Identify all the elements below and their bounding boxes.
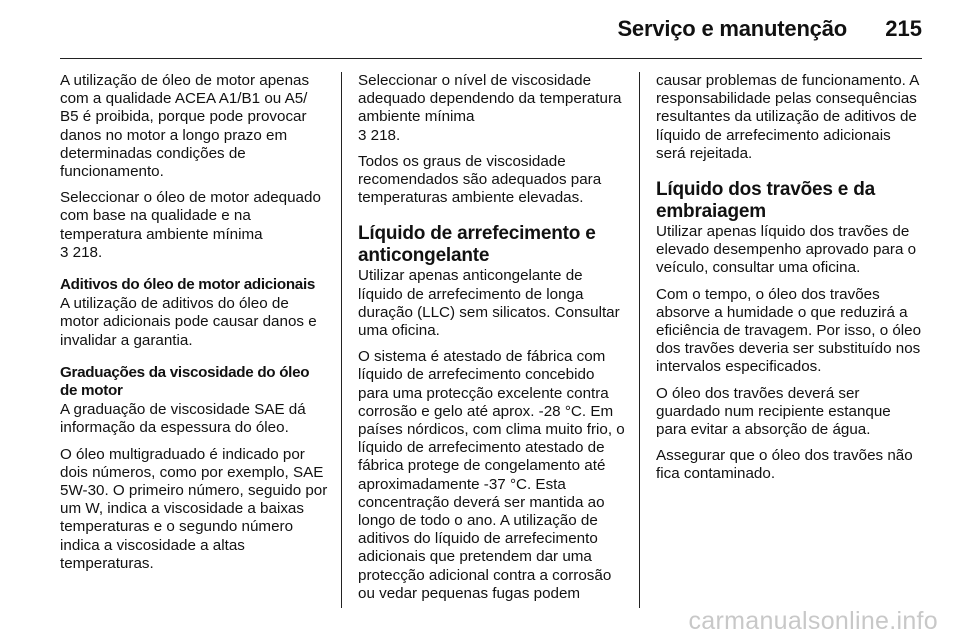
subheading-viscosity: Graduações da viscosidade do óleo de motor bbox=[60, 363, 310, 400]
paragraph: Utilizar apenas anticongelante de líquido de arrefecimento de longa duração (LLC) sem silicatos. Consultar uma oficina. bbox=[358, 267, 620, 340]
paragraph: O óleo multigraduado é indicado por dois números, como por exemplo, SAE 5W-30. O primeiro número, seguido por um W, indica a viscosidade a baixas temperaturas e o segundo número indica a viscosidade a altas temperaturas. bbox=[60, 445, 328, 572]
section-title: Serviço e manutenção bbox=[617, 16, 847, 41]
paragraph: A graduação de viscosidade SAE dá informação da espessura do óleo. bbox=[60, 401, 306, 437]
column-divider bbox=[341, 72, 342, 608]
paragraph: causar problemas de funcionamento. A responsabilidade pelas consequências resultantes da utilização de aditivos de líquido de arrefecimento adicionais será rejeitada. bbox=[656, 72, 919, 162]
heading-brake-fluid: Líquido dos travões e da embraiagem bbox=[656, 179, 876, 223]
column-2 bbox=[358, 72, 628, 611]
page-reference-link[interactable]: 3 218. bbox=[358, 126, 401, 144]
column-divider bbox=[639, 72, 640, 608]
paragraph bbox=[358, 72, 628, 145]
paragraph: A utilização de óleo de motor apenas com a qualidade ACEA A1/B1 ou A5/ B5 é proibida, porque pode provocar danos no motor a longo prazo em determinadas condições de funcionamento. bbox=[60, 72, 310, 181]
column-1 bbox=[60, 72, 330, 581]
paragraph: A utilização de aditivos do óleo de motor adicionais pode causar danos e invalidar a garantia. bbox=[60, 295, 317, 349]
header-rule bbox=[60, 58, 922, 59]
paragraph: Todos os graus de viscosidade recomendados são adequados para temperaturas ambiente elevadas. bbox=[358, 152, 602, 207]
column-3 bbox=[656, 72, 924, 492]
page-number: 215 bbox=[885, 16, 922, 41]
paragraph: O óleo dos travões deverá ser guardado num recipiente estanque para evitar a absorção de água. bbox=[656, 384, 891, 439]
watermark: carmanualsonline.info bbox=[688, 607, 938, 635]
paragraph: Com o tempo, o óleo dos travões absorve a humidade o que reduzirá a eficiência de travagem. Por isso, o óleo dos travões deveria ser substituído nos intervalos especificados. bbox=[656, 285, 922, 376]
paragraph: O sistema é atestado de fábrica com líquido de arrefecimento concebido para uma protecção excelente contra corrosão e gelo até aprox. -28 °C. Em países nórdicos, com clima muito frio, o líquido de arrefecimento atestado de fábrica protege de congelamento até aproximadamente -37 °C. Esta concentração deverá ser mantida ao longo de todo o ano. A utilização de aditivos do líquido de arrefecimento adicionais que pretendem dar uma protecção adicional contra a corrosão ou vedar pequenas fugas podem bbox=[358, 348, 625, 602]
page-reference-link[interactable]: 3 218. bbox=[60, 243, 103, 261]
paragraph-text: Seleccionar o nível de viscosidade adequado dependendo da temperatura ambiente mínima bbox=[358, 72, 622, 126]
heading-coolant: Líquido de arrefecimento e anticongelante bbox=[358, 223, 596, 267]
paragraph bbox=[60, 189, 330, 262]
paragraph: Utilizar apenas líquido dos travões de elevado desempenho aprovado para o veículo, consultar uma oficina. bbox=[656, 223, 917, 277]
paragraph-text: Seleccionar o óleo de motor adequado com base na qualidade e na temperatura ambiente mínima bbox=[60, 189, 321, 243]
page-header bbox=[0, 0, 960, 60]
subheading-additives: Aditivos do óleo de motor adicionais bbox=[60, 276, 316, 294]
paragraph: Assegurar que o óleo dos travões não fica contaminado. bbox=[656, 447, 913, 483]
